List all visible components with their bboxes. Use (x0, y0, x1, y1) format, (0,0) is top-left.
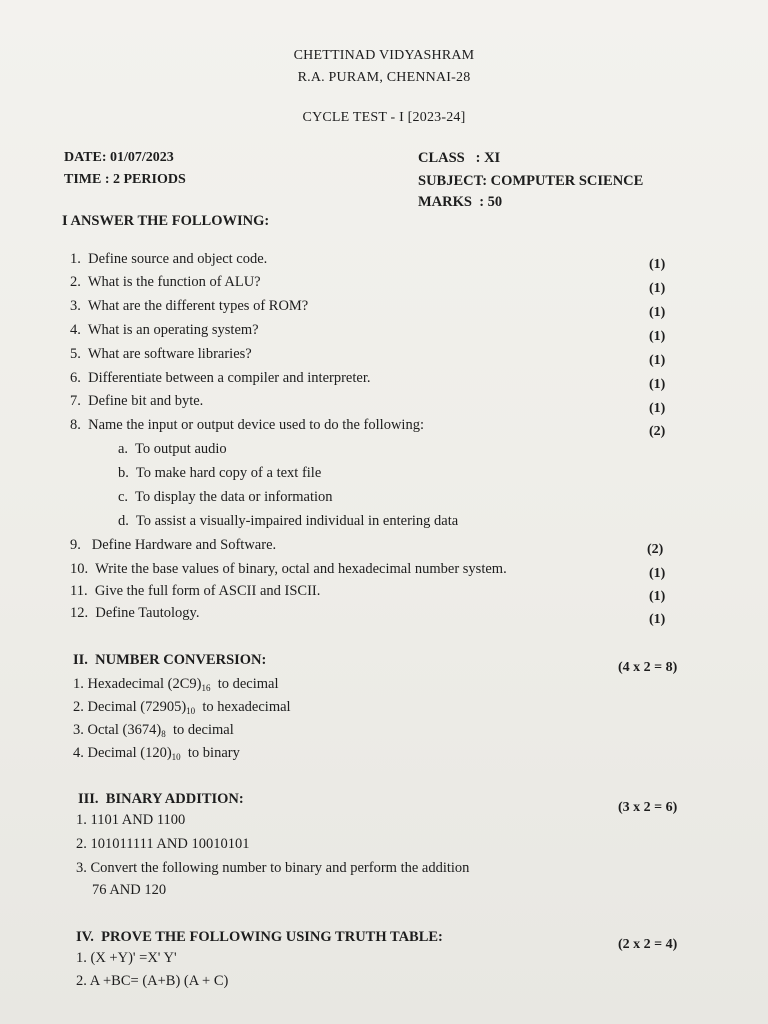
question-item: 5. What are software libraries? (70, 346, 252, 362)
section-title: I ANSWER THE FOLLOWING: (62, 213, 270, 229)
marks-label: (1) (649, 589, 666, 604)
marks-label: (1) (649, 281, 666, 296)
proof-item: 2. A +BC= (A+B) (A + C) (76, 973, 229, 989)
question-item: 10. Write the base values of binary, octal and hexadecimal number system. (70, 561, 507, 577)
addition-item-continued: 76 AND 120 (92, 882, 167, 898)
exam-subject: SUBJECT: COMPUTER SCIENCE (418, 173, 644, 189)
marks-label: (1) (649, 353, 666, 368)
section-marks: (4 x 2 = 8) (618, 660, 678, 675)
sub-item: d. To assist a visually-impaired individual in entering data (118, 513, 459, 529)
question-item: 7. Define bit and byte. (70, 393, 204, 409)
exam-date: DATE: 01/07/2023 (64, 150, 174, 165)
marks-label: (2) (647, 542, 664, 557)
section-title: III. BINARY ADDITION: (78, 791, 244, 807)
sub-item: b. To make hard copy of a text file (118, 465, 322, 481)
section-title: IV. PROVE THE FOLLOWING USING TRUTH TABLE: (76, 929, 443, 945)
addition-item: 1. 1101 AND 1100 (76, 812, 186, 828)
school-address: R.A. PURAM, CHENNAI-28 (297, 70, 471, 85)
marks-label: (1) (649, 612, 666, 627)
marks-label: (1) (649, 566, 666, 581)
addition-item: 2. 101011111 AND 10010101 (76, 836, 250, 852)
conversion-item: 1. Hexadecimal $(2C9)_{16}$ to decimal (73, 676, 279, 693)
question-item: 6. Differentiate between a compiler and interpreter. (70, 370, 371, 386)
question-item: 8. Name the input or output device used to do the following: (70, 417, 424, 433)
exam-marks: MARKS : 50 (418, 194, 503, 210)
conversion-item: 3. Octal $(3674)_8$ to decimal (73, 722, 234, 739)
exam-time: TIME : 2 PERIODS (64, 172, 186, 187)
marks-label: (1) (649, 377, 666, 392)
marks-label: (1) (649, 257, 666, 272)
question-item: 11. Give the full form of ASCII and ISCII. (70, 583, 321, 599)
addition-item: 3. Convert the following number to binary and perform the addition (76, 860, 470, 876)
marks-label: (2) (649, 424, 666, 439)
question-item: 12. Define Tautology. (70, 605, 200, 621)
exam-class: CLASS : XI (418, 150, 501, 166)
conversion-item: 2. Decimal $(72905)_{10}$ to hexadecimal (73, 699, 291, 716)
question-item: 1. Define source and object code. (70, 251, 268, 267)
school-name: CHETTINAD VIDYASHRAM (293, 48, 475, 63)
question-item: 3. What are the different types of ROM? (70, 298, 309, 314)
section-title: II. NUMBER CONVERSION: (73, 652, 267, 668)
sub-item: c. To display the data or information (118, 489, 333, 505)
proof-item: 1. (X +Y)' =X' Y' (76, 950, 177, 966)
question-item: 9. Define Hardware and Software. (70, 537, 277, 553)
test-title: CYCLE TEST - I [2023-24] (302, 110, 466, 125)
question-item: 4. What is an operating system? (70, 322, 259, 338)
marks-label: (1) (649, 401, 666, 416)
section-marks: (2 x 2 = 4) (618, 937, 678, 952)
section-marks: (3 x 2 = 6) (618, 800, 678, 815)
marks-label: (1) (649, 329, 666, 344)
conversion-item: 4. Decimal $(120)_{10}$ to binary (73, 745, 240, 762)
marks-label: (1) (649, 305, 666, 320)
sub-item: a. To output audio (118, 441, 227, 457)
question-item: 2. What is the function of ALU? (70, 274, 261, 290)
